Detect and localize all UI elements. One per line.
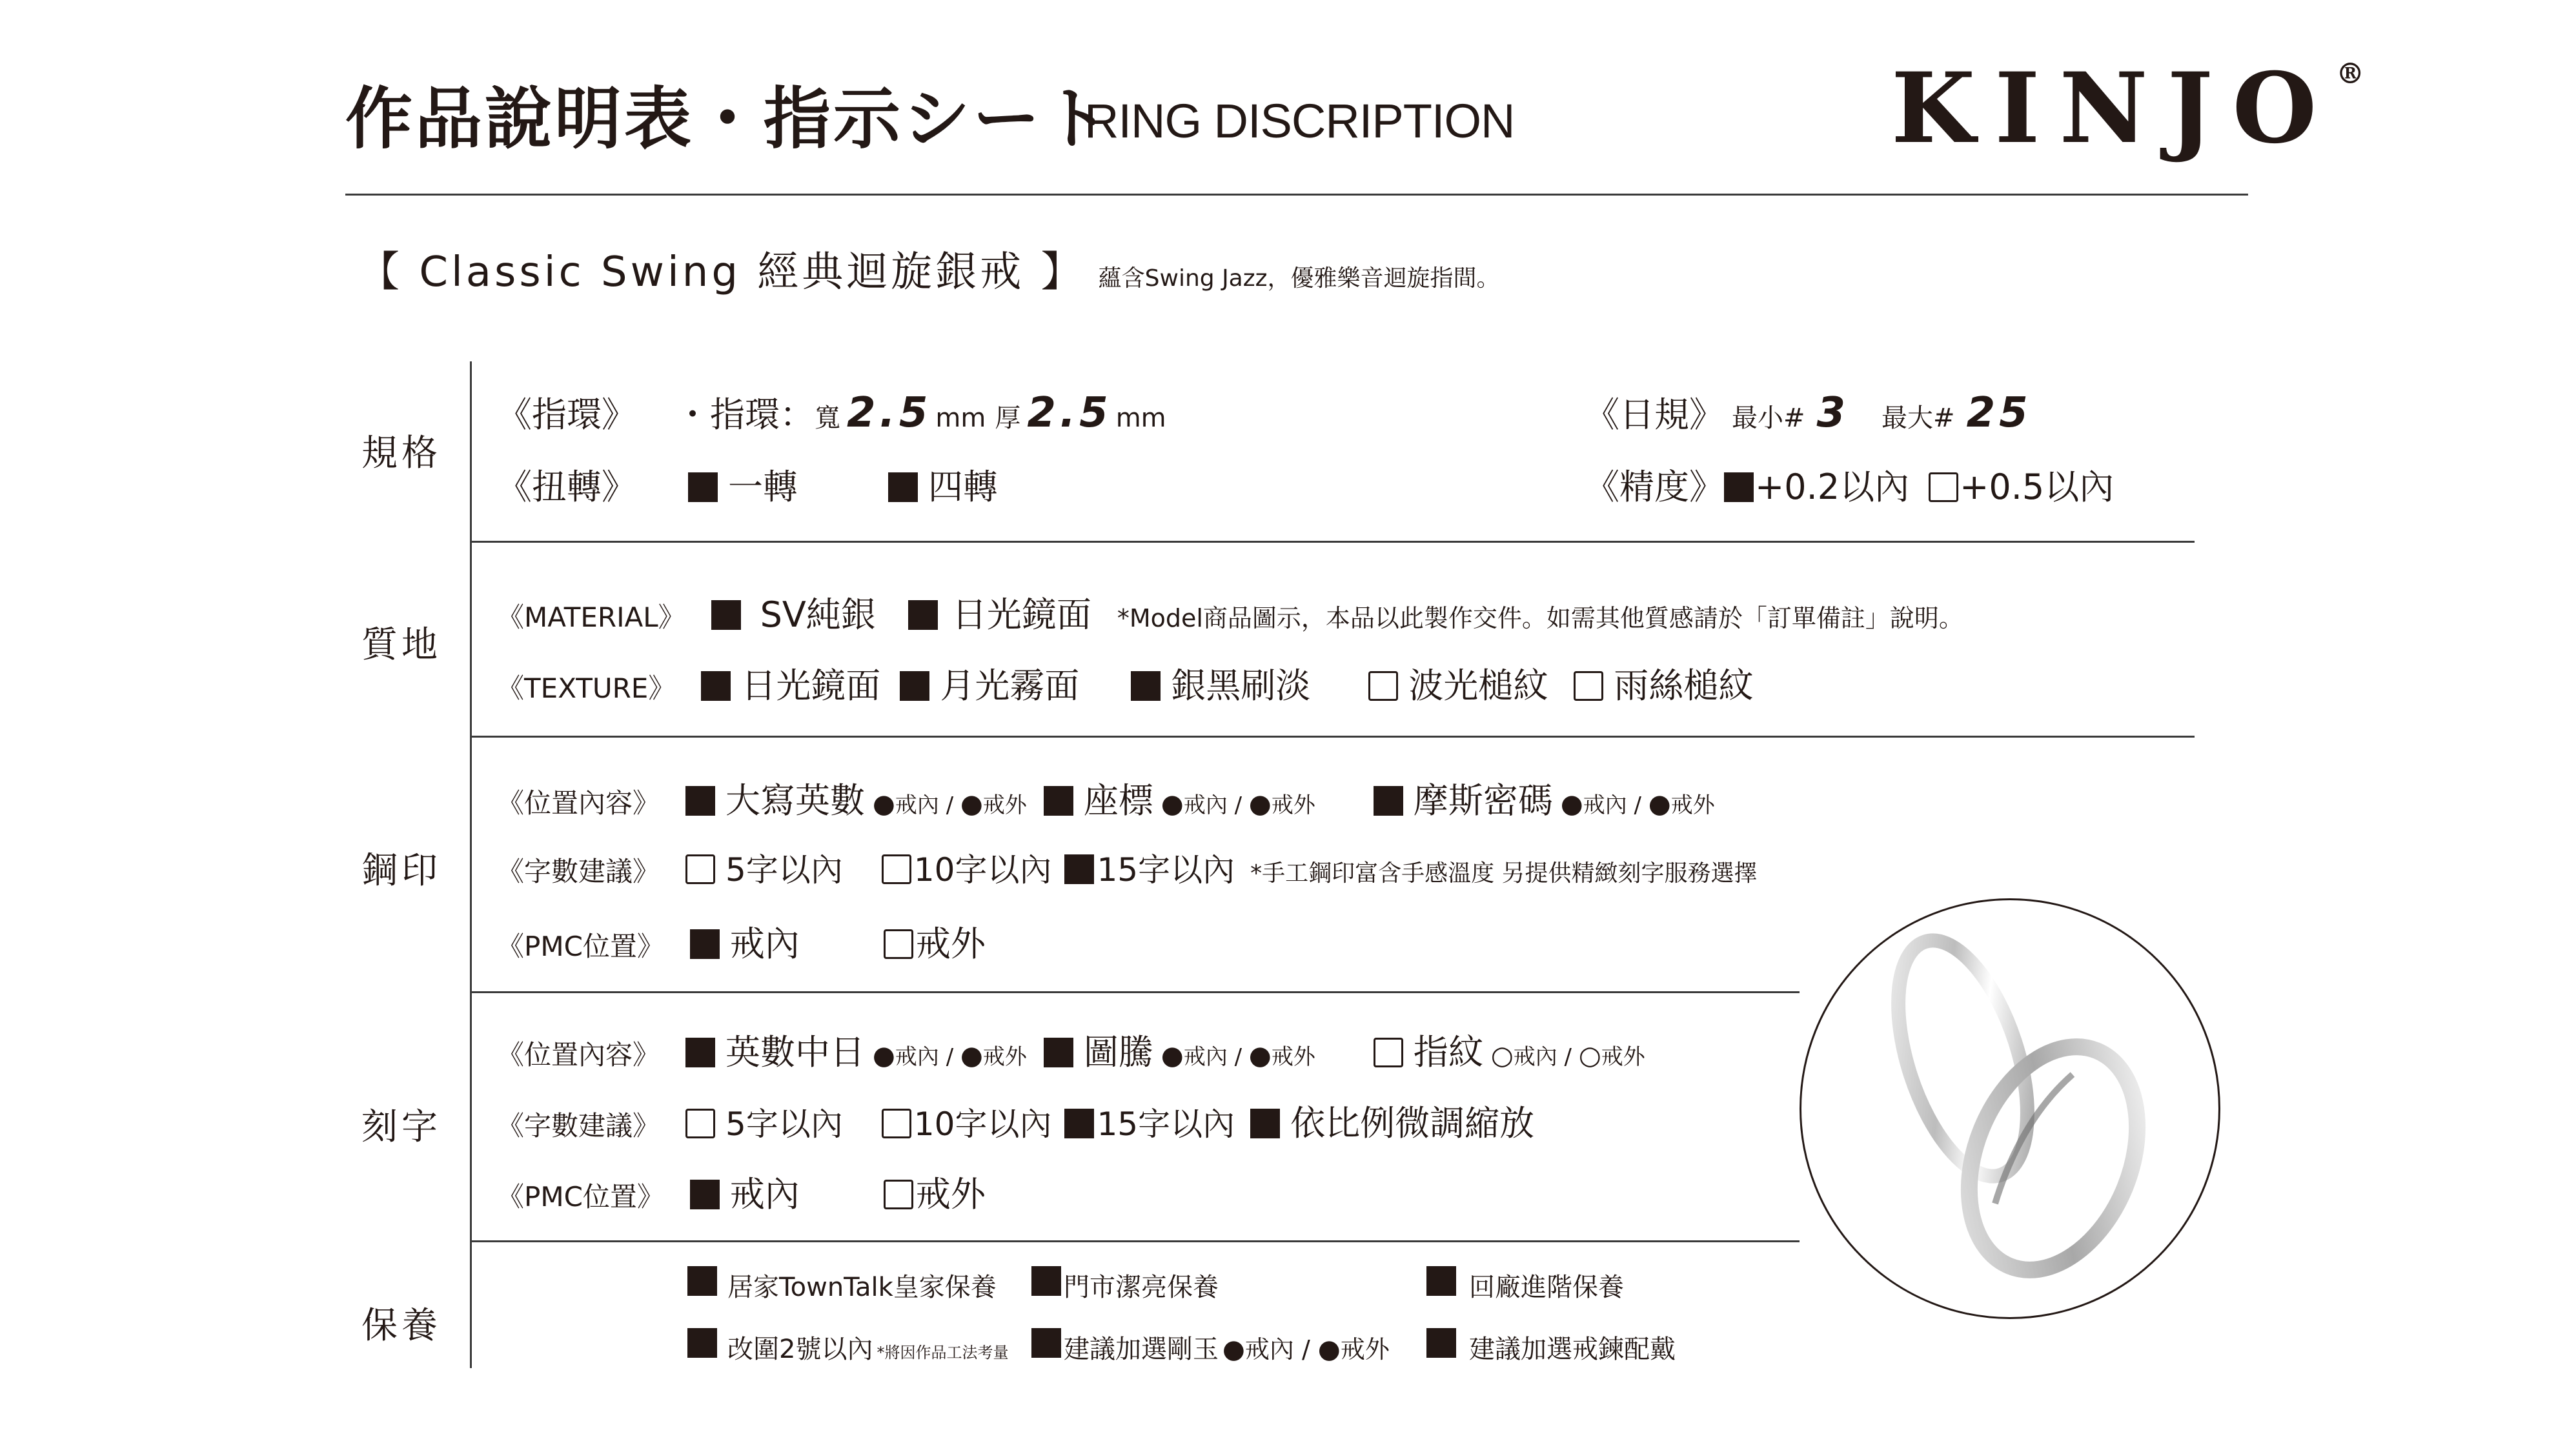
texture-option-mirror[interactable]: 日光鏡面 — [701, 658, 880, 708]
white-circle-icon: ○ — [1578, 1041, 1601, 1071]
stamp-count-label: 《字數建議》 — [497, 856, 660, 887]
black-circle-icon: ● — [1317, 1335, 1341, 1364]
texture-option-matte[interactable]: 月光霧面 — [900, 658, 1079, 708]
checked-box-icon[interactable] — [1426, 1266, 1456, 1296]
texture-option-brushed[interactable]: 銀黑刷淡 — [1131, 658, 1310, 708]
white-circle-icon: ○ — [1490, 1041, 1514, 1071]
checked-box-icon[interactable] — [1426, 1328, 1456, 1358]
checked-box-icon[interactable] — [1044, 1038, 1073, 1067]
ring-photo-frame — [1800, 898, 2220, 1319]
stamp-pmc-row — [497, 916, 986, 966]
unchecked-box-icon[interactable] — [685, 1109, 715, 1138]
checked-box-icon[interactable] — [711, 600, 741, 630]
unchecked-box-icon[interactable] — [1368, 671, 1398, 701]
engrave-fingerprint-position: ○戒內 / ○戒外 — [1490, 1041, 1645, 1071]
spec-twist-row — [497, 459, 998, 509]
checked-box-icon[interactable] — [1044, 786, 1073, 816]
section-engrave: 刻字 — [361, 1106, 441, 1148]
stamp-count-row — [497, 844, 1758, 891]
texture-row — [497, 658, 1753, 708]
material-row — [497, 587, 1963, 637]
stamp-option-morse[interactable]: 摩斯密碼 — [1374, 773, 1553, 823]
checked-box-icon[interactable] — [685, 1038, 715, 1067]
engrave-alnum-position: ●戒內 / ●戒外 — [873, 1041, 1027, 1071]
engrave-option-fingerprint[interactable]: 指紋 — [1374, 1025, 1483, 1074]
page-title-en: RING DISCRIPTION — [1084, 94, 1515, 148]
care-option-resize[interactable]: 改圍2號以內 *將因作品工法考量 — [687, 1328, 1008, 1366]
stamp-pmc-outer[interactable]: 戒外 — [884, 916, 986, 966]
twist-option-1[interactable]: 一轉 — [688, 459, 798, 509]
engrave-count-10[interactable]: 10字以內 — [882, 1098, 1052, 1145]
precision-option-0.2[interactable]: +0.2以內 — [1724, 459, 1909, 509]
checked-box-icon[interactable] — [688, 472, 718, 502]
width-label: 寬 — [815, 403, 840, 433]
product-tagline: 蘊含Swing Jazz，優雅樂音迴旋指間。 — [1098, 265, 1500, 292]
unchecked-box-icon[interactable] — [1929, 472, 1958, 502]
size-max-value: 25 — [1966, 389, 2032, 437]
ring-right — [1938, 1022, 2168, 1295]
row-divider-material — [470, 736, 2195, 738]
checked-box-icon[interactable] — [685, 786, 715, 816]
header-divider — [345, 194, 2248, 196]
stamp-pmc-inner[interactable]: 戒內 — [690, 916, 800, 966]
width-unit: mm — [935, 403, 986, 433]
black-circle-icon: ● — [1648, 789, 1671, 819]
engrave-count-5[interactable]: 5字以內 — [685, 1098, 843, 1145]
page-title: 作品說明表・指示シート — [345, 79, 1113, 158]
checked-box-icon[interactable] — [1374, 786, 1403, 816]
checked-box-icon[interactable] — [690, 929, 720, 959]
thick-unit: mm — [1115, 403, 1166, 433]
thick-label: 厚 — [995, 403, 1021, 433]
stamp-count-5[interactable]: 5字以內 — [685, 844, 843, 891]
section-material: 質地 — [361, 624, 441, 666]
unchecked-box-icon[interactable] — [884, 1180, 913, 1209]
checked-box-icon[interactable] — [1131, 671, 1161, 701]
material-note: *Model商品圖示，本品以此製作交件。如需其他質感請於「訂單備註」說明。 — [1117, 604, 1963, 632]
engrave-pmc-row — [497, 1167, 986, 1216]
checked-box-icon[interactable] — [1064, 854, 1094, 884]
product-name: 【 Classic Swing 經典迴旋銀戒 】 — [358, 248, 1086, 296]
spec-size-row — [1585, 387, 2032, 437]
care-option-factory[interactable]: 回廠進階保養 — [1426, 1266, 1624, 1304]
stamp-alnum-position: ●戒內 / ●戒外 — [873, 789, 1027, 819]
black-circle-icon: ● — [1222, 1335, 1245, 1364]
ring-label: 《指環》 — [497, 394, 636, 435]
stamp-count-note: *手工鋼印富含手感溫度 另提供精緻刻字服務選擇 — [1250, 860, 1758, 887]
checked-box-icon[interactable] — [900, 671, 929, 701]
stamp-morse-position: ●戒內 / ●戒外 — [1560, 789, 1715, 819]
engrave-pmc-inner[interactable]: 戒內 — [690, 1167, 800, 1216]
section-stamp: 鋼印 — [361, 850, 441, 892]
black-circle-icon: ● — [873, 1041, 895, 1071]
twist-option-4[interactable]: 四轉 — [888, 459, 998, 509]
engrave-content-label: 《位置內容》 — [497, 1039, 660, 1071]
brand-logo — [1891, 52, 2364, 165]
material-option-sv[interactable]: SV純銀 — [711, 587, 876, 637]
precision-option-0.5[interactable]: +0.5以內 — [1929, 459, 2114, 509]
twist-label: 《扭轉》 — [497, 467, 636, 507]
ring-illustration — [1801, 900, 2218, 1317]
engrave-content-row — [497, 1025, 1645, 1074]
section-spec: 規格 — [361, 432, 441, 474]
engrave-option-totem[interactable]: 圖騰 — [1044, 1025, 1153, 1074]
checked-box-icon[interactable] — [690, 1180, 720, 1209]
stamp-option-coordinate[interactable]: 座標 — [1044, 773, 1153, 823]
registered-mark: ® — [2336, 57, 2365, 90]
section-care: 保養 — [361, 1305, 441, 1347]
material-label: 《MATERIAL》 — [497, 601, 685, 633]
unchecked-box-icon[interactable] — [884, 929, 913, 959]
black-circle-icon: ● — [960, 1041, 983, 1071]
stamp-option-alnum[interactable]: 大寫英數 — [685, 773, 865, 823]
texture-option-wave[interactable]: 波光槌紋 — [1368, 658, 1548, 708]
unchecked-box-icon[interactable] — [685, 854, 715, 884]
size-label: 《日規》 — [1585, 394, 1724, 435]
unchecked-box-icon[interactable] — [1374, 1038, 1403, 1067]
black-circle-icon: ● — [1161, 1041, 1184, 1071]
thick-value: 2.5 — [1027, 389, 1112, 437]
row-divider-spec — [470, 541, 2195, 543]
care-option-store[interactable]: 門市潔亮保養 — [1031, 1266, 1219, 1304]
checked-box-icon[interactable] — [1031, 1328, 1061, 1358]
checked-box-icon[interactable] — [701, 671, 731, 701]
stamp-count-10[interactable]: 10字以內 — [882, 844, 1052, 891]
black-circle-icon: ● — [1560, 789, 1583, 819]
engrave-pmc-label: 《PMC位置》 — [497, 1181, 664, 1213]
engrave-option-alnum[interactable]: 英數中日 — [685, 1025, 865, 1074]
size-max-label: 最大# — [1881, 403, 1955, 433]
care-option-towntalk[interactable]: 居家TownTalk皇家保養 — [687, 1266, 997, 1304]
spec-ring-row — [497, 387, 1166, 437]
width-value: 2.5 — [847, 389, 932, 437]
size-min-label: 最小# — [1732, 403, 1805, 433]
checked-box-icon[interactable] — [1250, 1109, 1280, 1138]
stamp-count-15[interactable]: 15字以內 — [1064, 844, 1235, 891]
checked-box-icon[interactable] — [1064, 1109, 1094, 1138]
black-circle-icon: ● — [1248, 1041, 1272, 1071]
size-min-value: 3 — [1816, 389, 1850, 437]
precision-label: 《精度》 — [1585, 467, 1724, 507]
checked-box-icon[interactable] — [1724, 472, 1754, 502]
spec-precision-row — [1585, 459, 2114, 509]
unchecked-box-icon[interactable] — [882, 854, 911, 884]
stamp-pmc-label: 《PMC位置》 — [497, 931, 664, 962]
row-divider-stamp — [470, 991, 1800, 993]
checked-box-icon[interactable] — [687, 1328, 717, 1358]
engrave-count-label: 《字數建議》 — [497, 1110, 660, 1142]
stamp-content-row — [497, 773, 1715, 823]
black-circle-icon: ● — [1161, 789, 1184, 819]
checked-box-icon[interactable] — [888, 472, 918, 502]
row-divider-engrave — [470, 1240, 1800, 1242]
material-option-mirror[interactable]: 日光鏡面 — [908, 587, 1091, 637]
product-subtitle — [358, 239, 1500, 298]
engrave-totem-position: ●戒內 / ●戒外 — [1161, 1041, 1315, 1071]
checked-box-icon[interactable] — [687, 1266, 717, 1296]
ring-prefix: ・指環： — [675, 394, 815, 435]
texture-label: 《TEXTURE》 — [497, 672, 676, 704]
section-divider-vertical — [470, 361, 472, 1368]
black-circle-icon: ● — [960, 789, 983, 819]
engrave-count-15[interactable]: 15字以內 — [1064, 1098, 1235, 1145]
care-option-corundum[interactable]: 建議加選剛玉 ●戒內 / ●戒外 — [1031, 1328, 1390, 1366]
resize-note: *將因作品工法考量 — [877, 1344, 1009, 1362]
stamp-coordinate-position: ●戒內 / ●戒外 — [1161, 789, 1315, 819]
black-circle-icon: ● — [1248, 789, 1272, 819]
black-circle-icon: ● — [873, 789, 895, 819]
checked-box-icon[interactable] — [908, 600, 938, 630]
unchecked-box-icon[interactable] — [1574, 671, 1603, 701]
checked-box-icon[interactable] — [1031, 1266, 1061, 1296]
engrave-count-scale[interactable]: 依比例微調縮放 — [1250, 1096, 1534, 1145]
logo-text: KINJO — [1891, 52, 2337, 165]
engrave-count-row — [497, 1096, 1534, 1145]
engrave-pmc-outer[interactable]: 戒外 — [884, 1167, 986, 1216]
corundum-position: ●戒內 / ●戒外 — [1222, 1335, 1390, 1364]
care-option-chain[interactable]: 建議加選戒鍊配戴 — [1426, 1328, 1676, 1366]
texture-option-rain[interactable]: 雨絲槌紋 — [1574, 658, 1753, 708]
stamp-content-label: 《位置內容》 — [497, 787, 660, 819]
unchecked-box-icon[interactable] — [882, 1109, 911, 1138]
